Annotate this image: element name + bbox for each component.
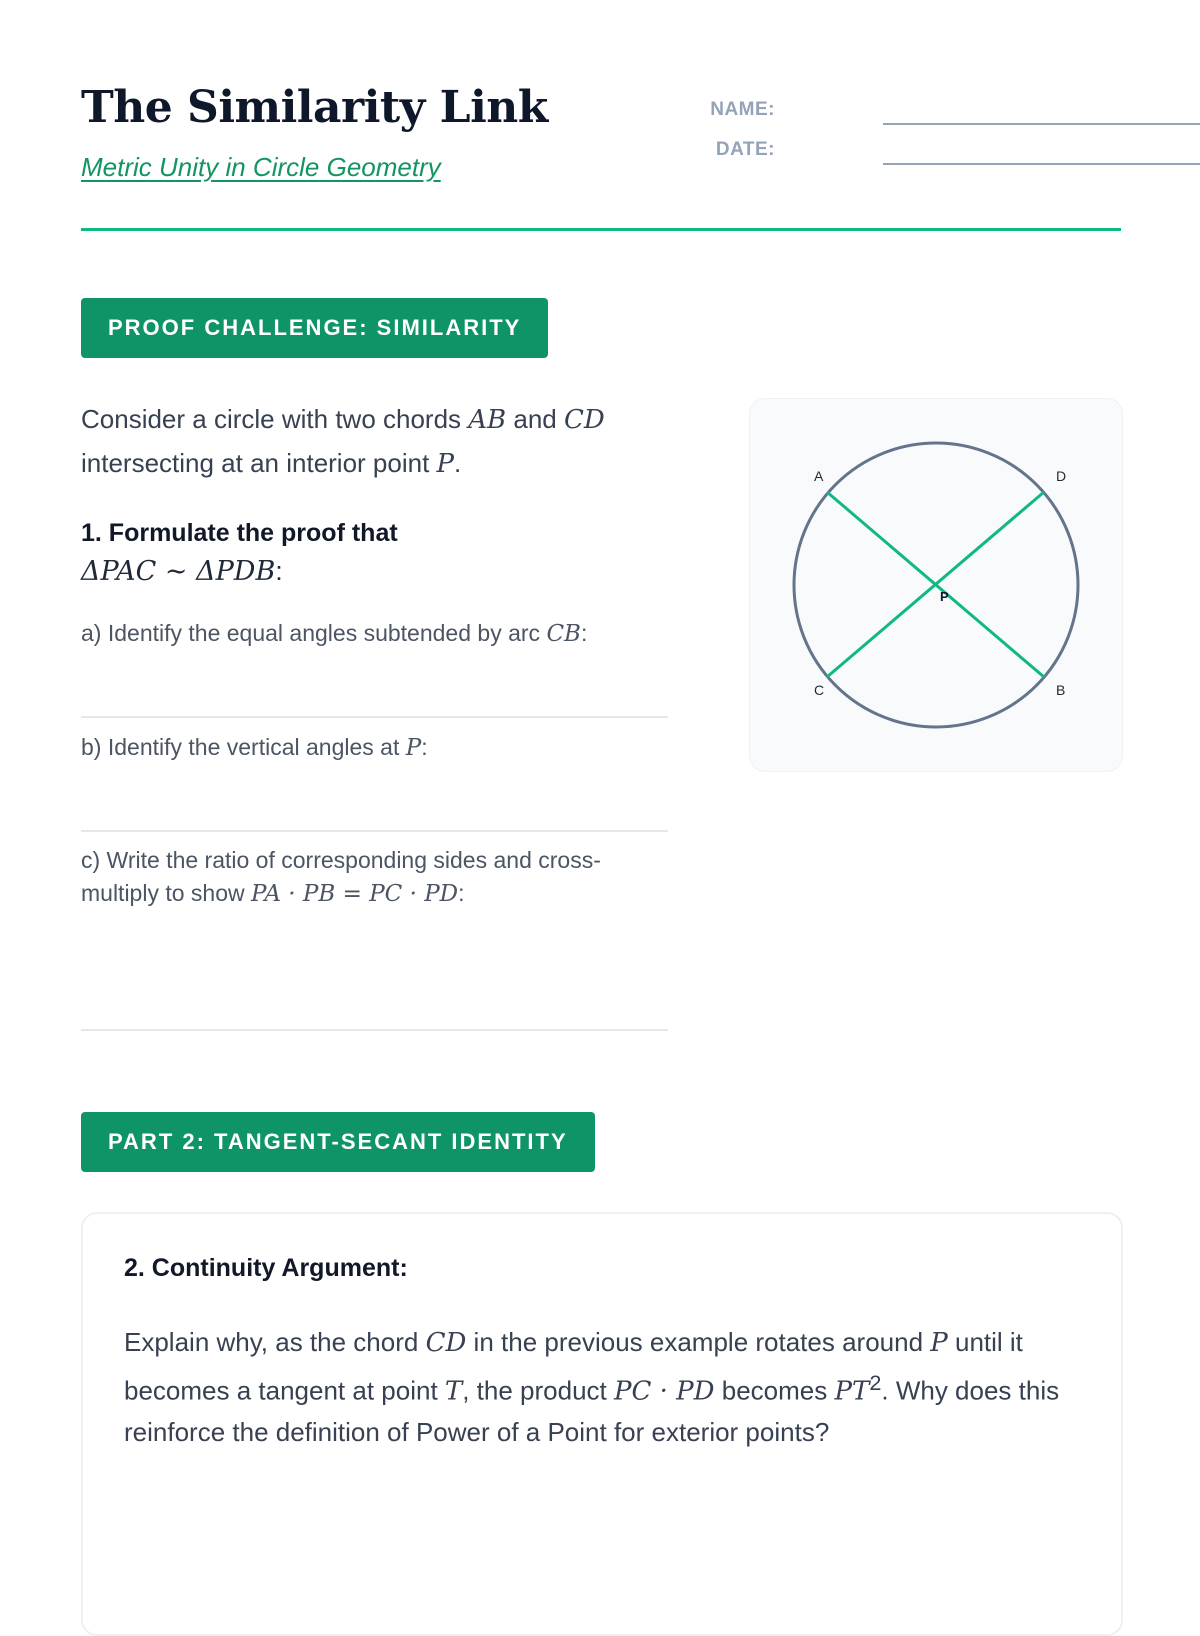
subquestion-a-suffix: : — [580, 620, 588, 646]
question-1-suffix: : — [275, 556, 283, 586]
math-cd: CD — [425, 1328, 467, 1358]
math-p: P — [405, 735, 422, 761]
question-2-title: 2. Continuity Argument: — [124, 1254, 408, 1282]
intro-text: intersecting at an interior point — [81, 448, 437, 478]
circle-diagram-card — [749, 398, 1123, 772]
q2-text: . Why does this reinforce the definition of Power of a Point for exterior points? — [124, 1375, 1060, 1447]
date-label: DATE: — [715, 139, 775, 160]
point-label-d: D — [1056, 468, 1067, 484]
page-subtitle: Metric Unity in Circle Geometry — [81, 152, 441, 182]
subquestion-b-suffix: : — [421, 734, 428, 760]
q2-text: Explain why, as the chord — [124, 1327, 426, 1357]
page-title: The Similarity Link — [81, 82, 548, 133]
circle-diagram — [750, 399, 1122, 771]
point-label-a: A — [814, 468, 824, 484]
math-p: P — [930, 1328, 948, 1358]
header-divider — [81, 228, 1121, 231]
intro-paragraph — [81, 398, 661, 486]
math-cd: CD — [563, 405, 605, 435]
date-field[interactable] — [883, 163, 1200, 165]
math-exponent: 2 — [869, 1370, 882, 1395]
math-pa-pb-pc-pd: PA · PB = PC · PD — [251, 881, 459, 907]
intro-text: . — [454, 448, 462, 478]
point-label-b: B — [1056, 682, 1066, 698]
question-2-body — [124, 1322, 1084, 1452]
answer-line-a[interactable] — [81, 716, 668, 718]
section-heading-similarity: PROOF CHALLENGE: SIMILARITY — [81, 298, 548, 358]
name-row — [701, 99, 1121, 129]
answer-line-c[interactable] — [81, 1029, 668, 1031]
question-1-label: 1. Formulate the proof that — [81, 519, 398, 547]
question-1-expression: ΔPAC ∼ ΔPDB — [81, 556, 276, 587]
subquestion-b — [81, 731, 671, 765]
date-row — [701, 139, 1121, 169]
subquestion-c-suffix: : — [458, 880, 465, 906]
q2-text: , the product — [462, 1375, 614, 1406]
math-pc-pd: PC · PD — [614, 1376, 715, 1407]
point-label-c: C — [814, 682, 825, 698]
q2-text: becomes — [714, 1375, 835, 1406]
math-ab: AB — [468, 405, 507, 435]
intro-text: and — [506, 404, 564, 434]
subquestion-a-text: a) Identify the equal angles subtended by arc — [81, 620, 547, 646]
name-label: NAME: — [710, 99, 775, 120]
subquestion-b-text: b) Identify the vertical angles at — [81, 734, 406, 760]
subquestion-c — [81, 844, 671, 911]
subquestion-c-text: c) Write the ratio of corresponding sides and cross-multiply to show — [81, 847, 601, 906]
subquestion-a — [81, 617, 671, 651]
math-t: T — [444, 1376, 463, 1407]
q2-text: in the previous example rotates around — [466, 1327, 931, 1357]
answer-line-b[interactable] — [81, 830, 668, 832]
math-pt: PT — [834, 1376, 870, 1407]
intro-text: Consider a circle with two chords — [81, 404, 469, 434]
math-cb: CB — [546, 621, 581, 647]
math-p: P — [436, 449, 455, 479]
question-2-card — [81, 1212, 1123, 1636]
name-field[interactable] — [883, 123, 1200, 125]
point-label-p: P — [940, 589, 949, 604]
section-heading-tangent-secant: PART 2: TANGENT-SECANT IDENTITY — [81, 1112, 595, 1172]
question-1 — [81, 514, 661, 591]
q2-text: until it becomes a tangent at point — [124, 1327, 1023, 1406]
